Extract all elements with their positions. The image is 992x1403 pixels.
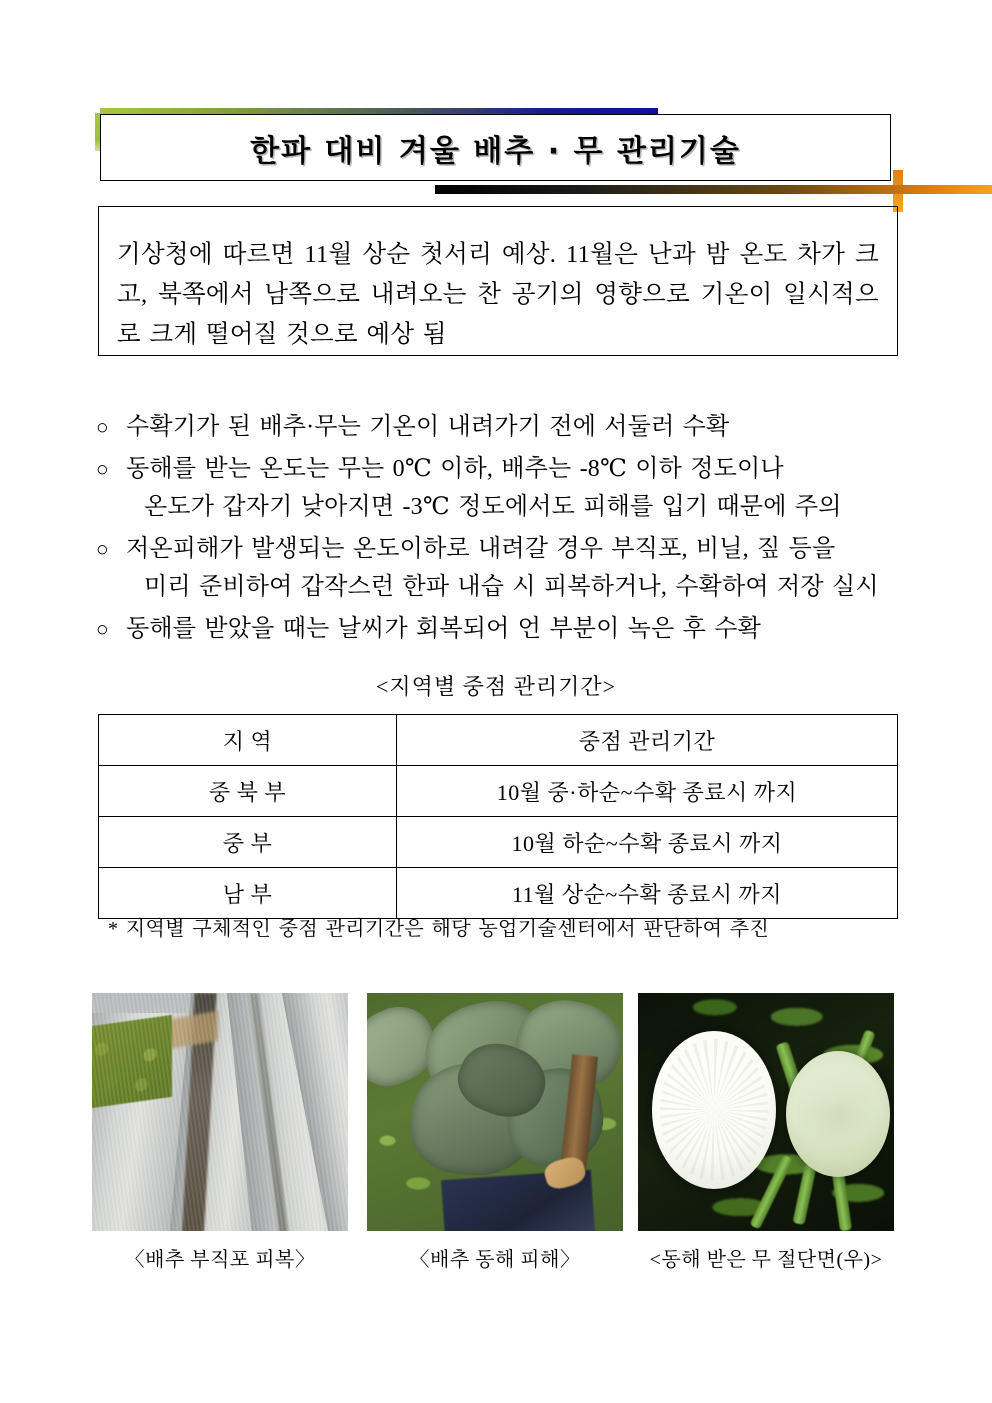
photo-strip — [92, 993, 902, 1283]
cell-period: 11월 상순~수확 종료시 까지 — [397, 868, 898, 919]
photo-caption: <동해 받은 무 절단면(우)> — [649, 1249, 883, 1271]
intro-box — [98, 206, 898, 356]
table-row — [99, 817, 898, 868]
list-item — [96, 408, 912, 446]
table-row — [99, 766, 898, 817]
title-banner — [95, 108, 903, 193]
table-header-row — [99, 715, 898, 766]
cell-period: 10월 하순~수확 종료시 까지 — [397, 817, 898, 868]
circle-bullet-icon: ○ — [96, 457, 109, 481]
list-item-text — [126, 530, 912, 606]
photo-cell-nonwoven-cover — [92, 993, 348, 1272]
circle-bullet-icon: ○ — [96, 617, 109, 641]
circle-bullet-icon: ○ — [96, 415, 109, 439]
region-management-table — [98, 714, 898, 919]
cell-region: 중 북 부 — [99, 766, 397, 817]
list-item — [96, 610, 912, 648]
list-item-text — [126, 408, 912, 446]
list-item-line1: 동해를 받았을 때는 날씨가 회복되어 언 부분이 녹은 후 수확 — [126, 616, 762, 642]
table-caption: <지역별 중점 관리기간> — [375, 674, 617, 699]
list-item-line1: 동해를 받는 온도는 무는 0℃ 이하, 배추는 -8℃ 이하 정도이나 — [126, 456, 784, 482]
list-item — [96, 530, 912, 606]
photo-cell-cabbage-frost-damage — [367, 993, 623, 1272]
table-row — [99, 868, 898, 919]
banner-bottom-gradient-bar — [435, 185, 992, 194]
photo3-frost-damaged-radish-slice — [786, 1051, 890, 1177]
list-item-text — [126, 610, 912, 648]
cell-period: 10월 중·하순~수확 종료시 까지 — [397, 766, 898, 817]
cell-region: 중 부 — [99, 817, 397, 868]
bullet-list — [96, 408, 912, 652]
title-box — [100, 114, 891, 181]
photo-cabbage-frost-damage — [367, 993, 623, 1231]
circle-bullet-icon: ○ — [96, 537, 109, 561]
column-header-period: 중점 관리기간 — [397, 715, 898, 766]
photo-caption: 〈배추 동해 피해〉 — [409, 1249, 581, 1271]
table-footnote: * 지역별 구체적인 중점 관리기간은 해당 농업기술센터에서 판단하여 추진 — [108, 918, 770, 940]
photo1-texture-overlay — [92, 993, 348, 1231]
photo-nonwoven-fabric-cover — [92, 993, 348, 1231]
list-item-line2: 미리 준비하여 갑작스런 한파 내습 시 피복하거나, 수확하여 저장 실시 — [144, 574, 879, 600]
photo-radish-cross-section — [638, 993, 894, 1231]
cell-region: 남 부 — [99, 868, 397, 919]
list-item-line1: 저온피해가 발생되는 온도이하로 내려갈 경우 부직포, 비닐, 짚 등을 — [126, 536, 836, 562]
list-item-line2: 온도가 갑자기 낮아지면 -3℃ 정도에서도 피해를 입기 때문에 주의 — [144, 494, 842, 520]
photo-caption: 〈배추 부직포 피복〉 — [124, 1249, 316, 1271]
photo-cell-radish-cross-section — [638, 993, 894, 1272]
list-item — [96, 450, 912, 526]
photo3-healthy-radish-slice — [652, 1031, 776, 1189]
column-header-region: 지 역 — [99, 715, 397, 766]
intro-paragraph: 기상청에 따르면 11월 상순 첫서리 예상. 11월은 난과 밤 온도 차가 크고, 북쪽에서 남쪽으로 내려오는 찬 공기의 영향으로 기온이 일시적으로 크게 떨어질 것으로 예상 됨 — [117, 241, 879, 348]
page-title: 한파 대비 겨울 배추 · 무 관리기술 — [250, 133, 741, 169]
list-item-text — [126, 450, 912, 526]
list-item-line1: 수확기가 된 배추·무는 기온이 내려가기 전에 서둘러 수확 — [126, 414, 730, 440]
